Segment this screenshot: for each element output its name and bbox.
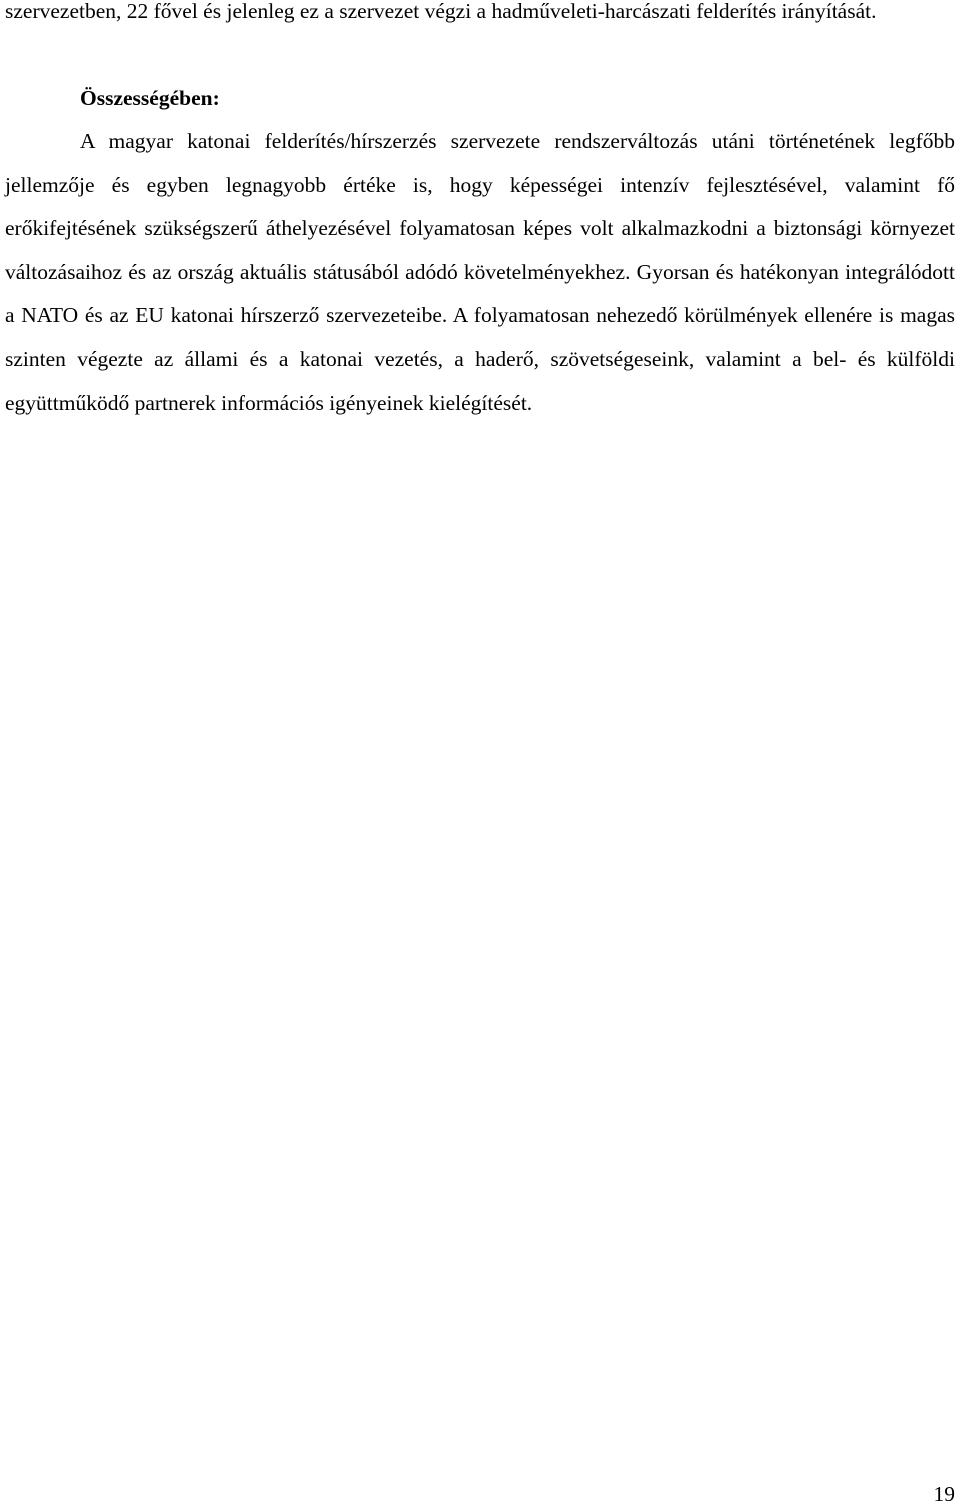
summary-paragraph: A magyar katonai felderítés/hírszerzés szervezete rendszerváltozás utáni történetének legfőbb jellemzője és egyben legnagyobb értéke is, hogy képességei intenzív fejlesztésével, valamint fő erőkifejtésének szükségszerű áthelyezésével folyamatosan képes volt alkalmazkodni a biztonsági környezet változásaihoz és az ország aktuális státusából adódó követelményekhez. Gyorsan és hatékonyan integrálódott a NATO és az EU katonai hírszerző szervezeteibe. A folyamatosan nehezedő körülmények ellenére is magas szinten végezte az állami és a katonai vezetés, a haderő, szövetségeseink, valamint a bel- és külföldi együttműködő partnerek információs igényeinek kielégítését. bbox=[5, 129, 955, 415]
section-heading: Összességében: bbox=[80, 86, 220, 110]
continuation-paragraph: szervezetben, 22 fővel és jelenleg ez a szervezet végzi a hadműveleti-harcászati felderítés irányítását. bbox=[5, 0, 877, 23]
page-number: 19 bbox=[933, 1482, 955, 1506]
